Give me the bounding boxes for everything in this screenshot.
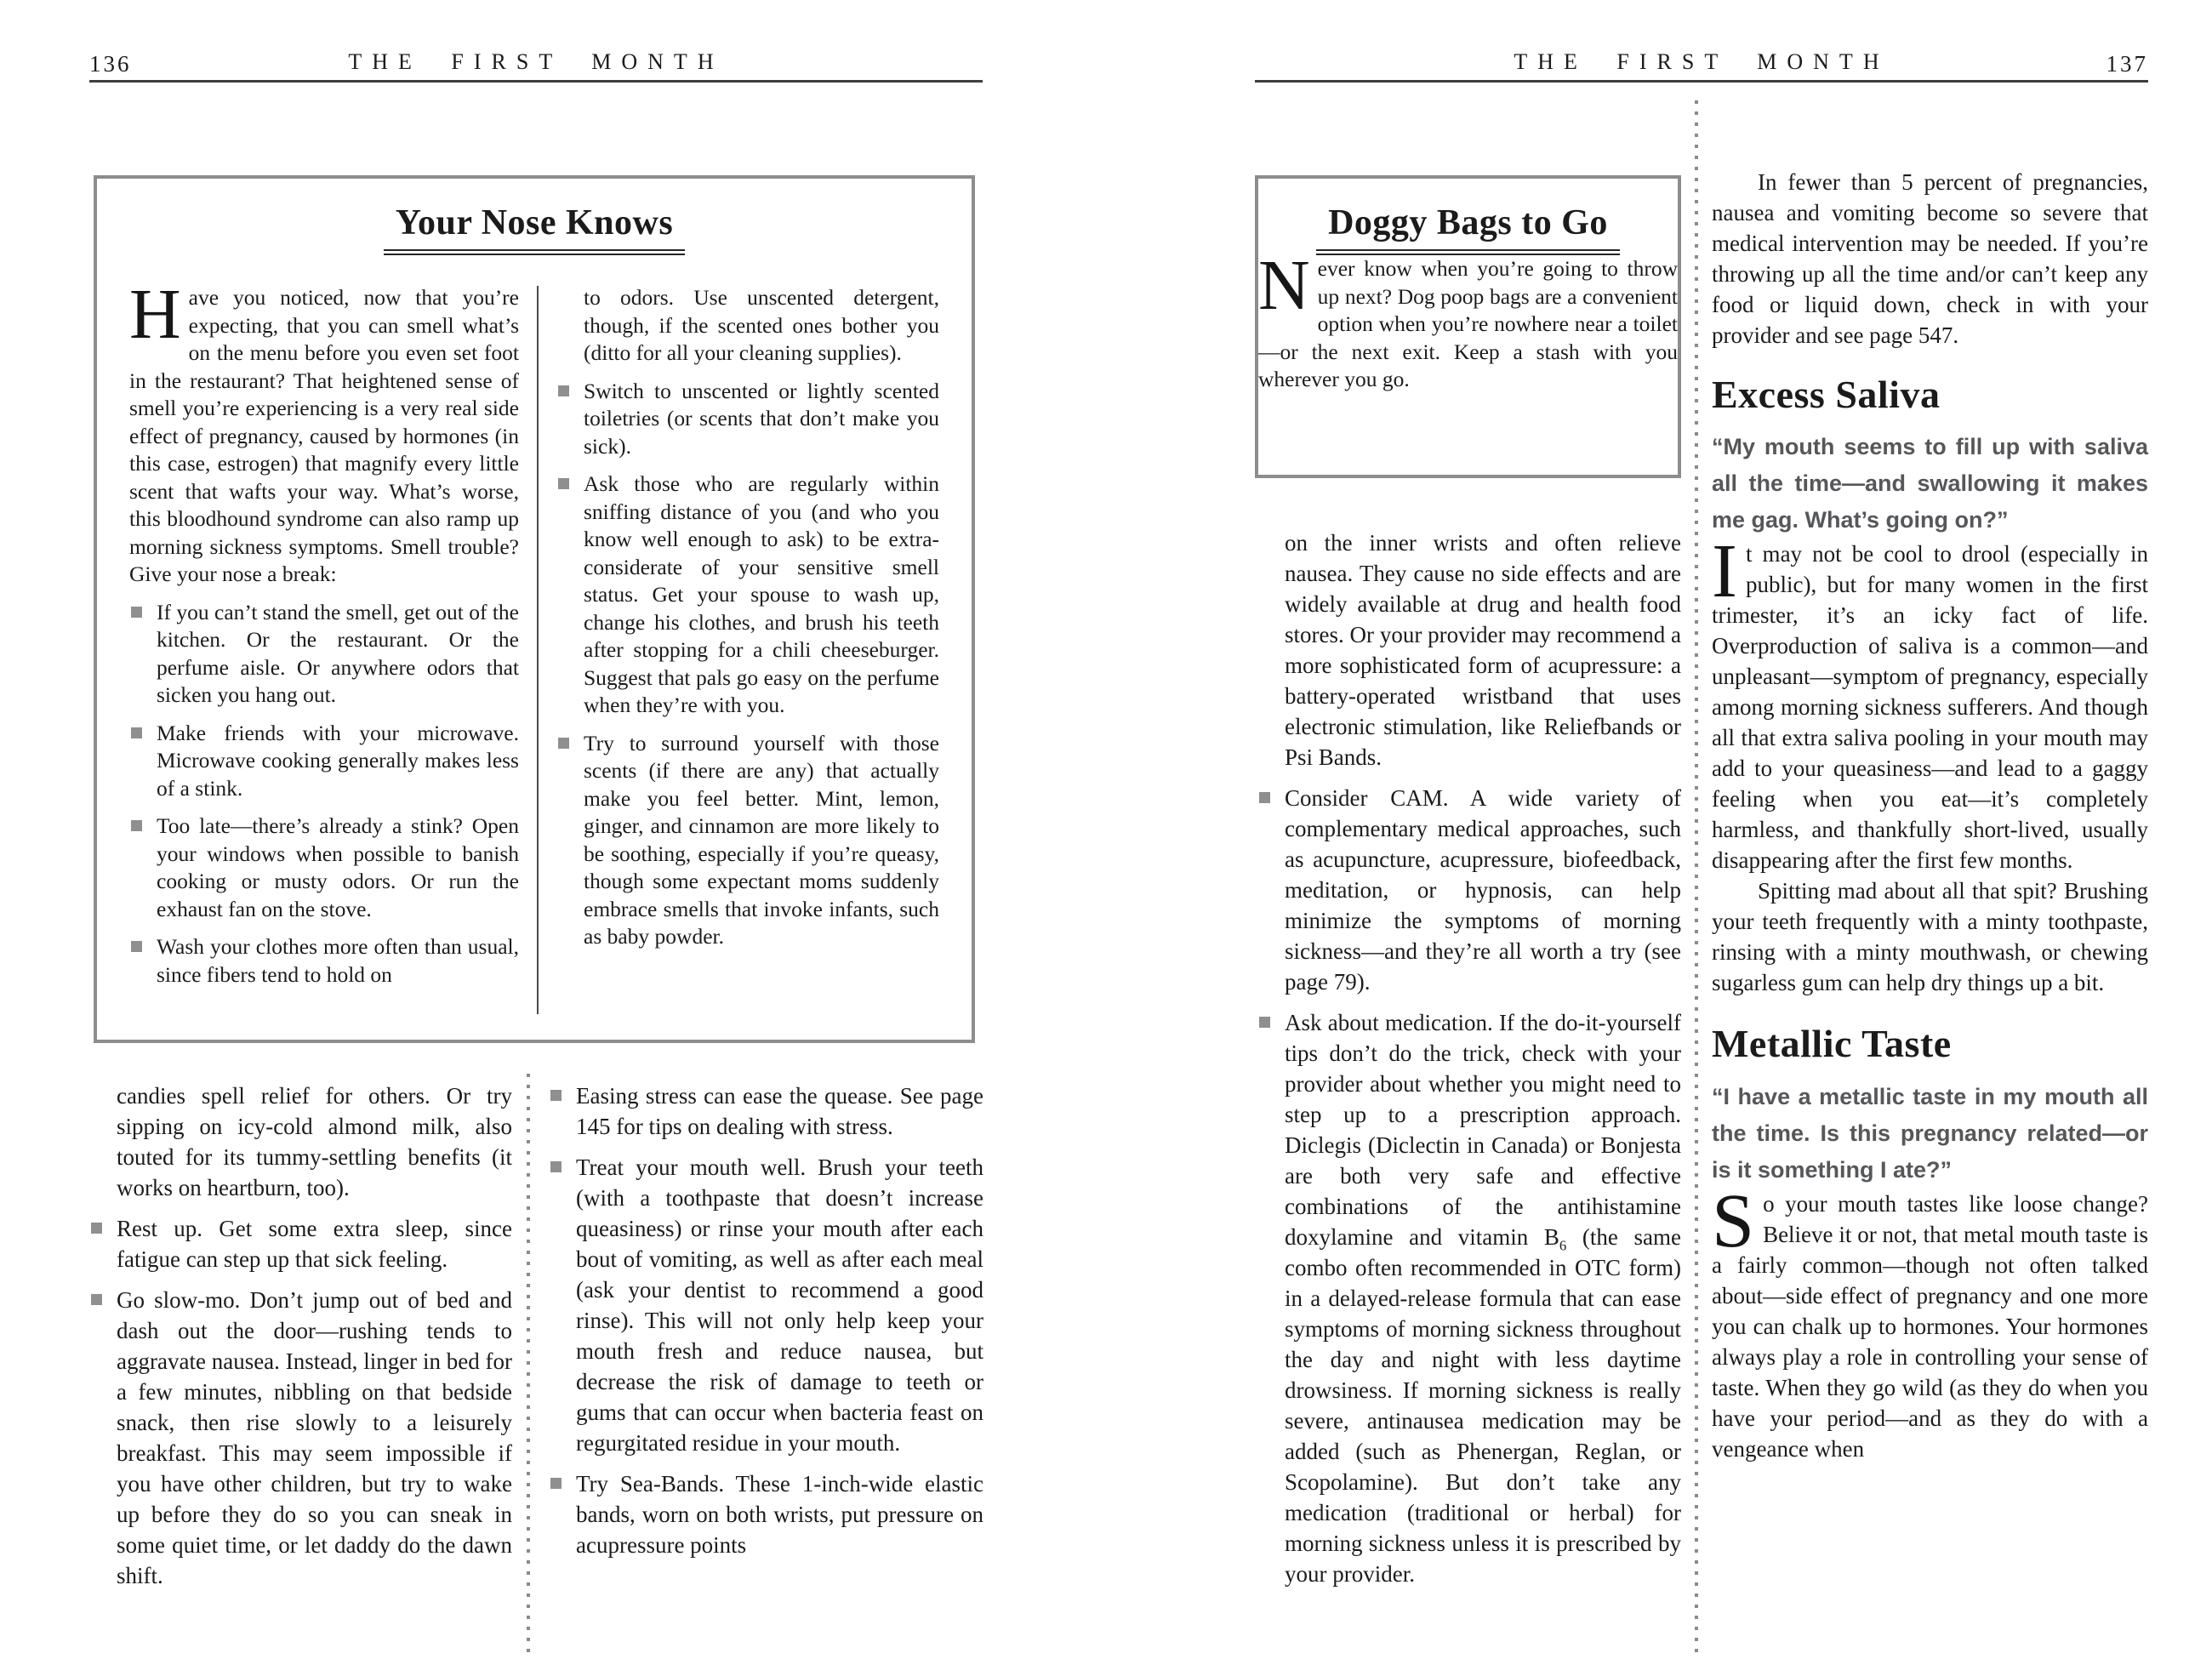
list-item	[129, 599, 519, 710]
bullet-text: Switch to unscented or lightly scented toiletries (or scents that don’t make you sick).	[584, 378, 939, 459]
drop-cap-h: H	[129, 275, 181, 354]
section-heading-excess-saliva: Excess Saliva	[1712, 373, 1941, 416]
list-item	[89, 1285, 512, 1591]
reader-question-quote: “My mouth seems to fill up with saliva all the time—and swallowing it makes me gag. What’s going on?”	[1712, 434, 2148, 533]
paragraph-text: to odors. Use unscented detergent, though, if the scented ones bother you (ditto for all your cleaning supplies).	[584, 285, 939, 365]
left-page-column-2	[549, 1080, 983, 1560]
bullet-text: Rest up. Get some extra sleep, since fatigue can step up that sick feeling.	[117, 1216, 512, 1272]
list-item	[556, 730, 939, 951]
section-body-paragraph	[1712, 875, 2148, 998]
bullet-text: Easing stress can ease the quease. See page 145 for tips on dealing with stress.	[576, 1083, 983, 1139]
bullet-square-icon	[131, 727, 142, 738]
your-nose-knows-box	[94, 175, 975, 1043]
right-page-header	[1255, 49, 2148, 83]
list-item	[556, 378, 939, 461]
doggy-bags-box	[1255, 175, 1681, 478]
continuation-paragraph	[89, 1080, 512, 1203]
box-column-1	[129, 275, 519, 1014]
section-body-paragraph	[1712, 529, 2148, 875]
bullet-square-icon	[550, 1161, 562, 1172]
bullet-text-part2: (the same combo often recommended in OTC form) in a delayed-release formula that can ease symptoms of morning sickness throughout the day and night with less daytime drowsiness. If morning sickness is really severe, antinausea medication may be added (such as Phenergan, Reglan, or Scopolamine). But don’t take any medication (traditional or herbal) for morning sickness unless it is prescribed by your provider.	[1285, 1224, 1681, 1587]
paragraph-text: ever know when you’re going to throw up next? Dog poop bags are a convenient option when you’re nowhere near a toilet—or the next exit. Keep a stash with you wherever you go.	[1258, 256, 1678, 392]
left-page-header	[89, 49, 983, 83]
bullet-text: Wash your clothes more often than usual, since fibers tend to hold on	[157, 934, 519, 987]
list-item	[549, 1080, 983, 1142]
list-item	[129, 720, 519, 803]
bullet-text: Make friends with your microwave. Microwave cooking generally makes less of a stink.	[157, 720, 519, 801]
right-page-column-1	[1257, 527, 1681, 1589]
list-item	[129, 933, 519, 989]
bullet-square-icon	[131, 820, 142, 831]
list-item	[1257, 783, 1681, 997]
paragraph-text: Spitting mad about all that spit? Brushing your teeth frequently with a minty toothpaste, rinsing with a minty mouthwash, or chewing sugarless gum can help dry things up a bit.	[1712, 878, 2148, 996]
bullet-text: Try to surround yourself with those scents (if there are any) that actually make you feel better. Mint, lemon, ginger, and cinnamon are more likely to be soothing, especially if you’re queasy, though some expectant moms suddenly embrace smells that invoke infants, such as baby powder.	[584, 730, 939, 949]
drop-cap-n: N	[1258, 246, 1310, 326]
bullet-square-icon	[91, 1223, 102, 1234]
bullet-text: Treat your mouth well. Brush your teeth (with a toothpaste that doesn’t increase queasiness) or rinse your mouth after each bout of vomiting, as well as after each meal (ask your dentist to recommend a good rinse). This will not only help keep your mouth fresh and reduce nausea, but decrease the risk of damage to teeth or gums that can occur when bacteria feast on regurgitated residue in your mouth.	[576, 1154, 983, 1456]
bullet-text: If you can’t stand the smell, get out of the kitchen. Or the restaurant. Or the perfume aisle. Or anywhere odors that sicken you hang out.	[157, 599, 519, 707]
box-title: Doggy Bags to Go	[1316, 204, 1620, 255]
paragraph-text: t may not be cool to drool (especially in public), but for many women in the first trimester, it’s an icky fact of life. Overproduction of saliva is a common—and unpleasant—symptom of pregnancy, especially among morning sickness sufferers. And though all that extra saliva pooling in your mouth may add to your queasiness—and lead to a gaggy feeling when you eat—it’s completely harmless, and thankfully short-lived, usually disappearing after the first few months.	[1712, 541, 2148, 874]
box-title-row	[97, 204, 972, 255]
section-body-paragraph	[1712, 1178, 2148, 1464]
bullet-text: Ask those who are regularly within sniffing distance of you (and who you know well enough to ask) to be extra-considerate of your sensitive smell status. Get your spouse to wash up, change his clothes, and brush his teeth after stopping for a chili cheeseburger. Suggest that pals go easy on the perfume when they’re with you.	[584, 471, 939, 717]
paragraph-text: In fewer than 5 percent of pregnancies, nausea and vomiting become so severe that medical intervention may be needed. If you’re throwing up all the time and/or can’t keep any food or liquid down, check in with your provider and see page 547.	[1712, 169, 2148, 348]
list-item	[556, 470, 939, 720]
bullet-square-icon	[550, 1090, 562, 1101]
list-item	[129, 812, 519, 923]
bullet-square-icon	[558, 738, 569, 749]
page-number-right: 137	[2106, 51, 2148, 77]
bullet-square-icon	[558, 478, 569, 489]
box-body-paragraph	[1258, 246, 1678, 394]
bullet-text: Go slow-mo. Don’t jump out of bed and dash out the door—rushing tends to aggravate nausea. Instead, linger in bed for a few minutes, nibbling on that bedside snack, then rise slowly to a leisurely breakfast. This may seem impossible if you have other children, but try to wake up before they do so you can sneak in some quiet time, or let daddy do the dawn shift.	[117, 1287, 512, 1588]
bullet-square-icon	[91, 1294, 102, 1305]
continuation-paragraph	[556, 284, 939, 368]
paragraph-text: ave you noticed, now that you’re expecting, that you can smell what’s on the menu before you even set foot in the restaurant? That heightened sense of smell you’re experiencing is a very real side effect of pregnancy, caused by hormones (in this case, estrogen) that magnify every little scent that wafts your way. What’s worse, this bloodhound syndrome can also ramp up morning sickness symptoms. Smell trouble? Give your nose a break:	[129, 285, 519, 586]
bullet-square-icon	[550, 1478, 562, 1489]
box-intro-paragraph	[129, 275, 519, 589]
bullet-square-icon	[558, 385, 569, 396]
running-head-right: THE FIRST MONTH	[1514, 49, 1890, 74]
list-item	[549, 1468, 983, 1560]
section-heading-metallic-taste: Metallic Taste	[1712, 1022, 1952, 1066]
bullet-text: Too late—there’s already a stink? Open your windows when possible to banish cooking or musty odors. Or run the exhaust fan on the stove.	[157, 813, 519, 921]
box-column-divider	[537, 286, 539, 1014]
intro-paragraph	[1712, 167, 2148, 351]
list-item	[1257, 1007, 1681, 1589]
bullet-square-icon	[1259, 792, 1270, 803]
continuation-paragraph	[1257, 527, 1681, 772]
box-title-row	[1258, 204, 1678, 255]
list-item	[89, 1213, 512, 1274]
bullet-square-icon	[131, 941, 142, 952]
bullet-text: Try Sea-Bands. These 1-inch-wide elastic bands, worn on both wrists, put pressure on acupressure points	[576, 1471, 983, 1558]
bullet-text: Consider CAM. A wide variety of complementary medical approaches, such as acupuncture, acupressure, biofeedback, meditation, or hypnosis, can help minimize the symptoms of morning sickness—and they’re all worth a try (see page 79).	[1285, 785, 1681, 995]
bullet-square-icon	[1259, 1017, 1270, 1028]
bullet-text-part1: Ask about medication. If the do-it-yourself tips don’t do the trick, check with your provider about whether you might need to step up to a prescription approach. Diclegis (Diclectin in Canada) or Bonjesta are both very safe and effective combinations of the antihistamine doxylamine and vitamin B	[1285, 1010, 1681, 1250]
vitamin-b6-subscript: 6	[1559, 1237, 1567, 1254]
column-dotted-divider-right-page	[1695, 100, 1698, 1654]
box-title: Your Nose Knows	[384, 204, 685, 255]
drop-cap-s: S	[1712, 1178, 1755, 1263]
drop-cap-i: I	[1712, 529, 1737, 614]
paragraph-text: o your mouth tastes like loose change? Believe it or not, that metal mouth taste is a fairly common—though not often talked about—side effect of pregnancy and one more you can chalk up to hormones. Your hormones always play a role in controlling your sense of taste. When they go wild (as they do when you have your period—and as they do with a vengeance when	[1712, 1190, 2148, 1462]
left-page-column-1	[89, 1080, 512, 1591]
page-number-left: 136	[89, 51, 132, 77]
right-page-column-2	[1712, 167, 2148, 1464]
reader-question-quote: “I have a metallic taste in my mouth all the time. Is this pregnancy related—or is it something I ate?”	[1712, 1083, 2148, 1183]
list-item	[549, 1152, 983, 1458]
column-dotted-divider-left-page	[527, 1074, 530, 1654]
box-column-2	[556, 284, 939, 1014]
bullet-square-icon	[131, 607, 142, 618]
paragraph-text: candies spell relief for others. Or try sipping on icy-cold almond milk, also touted for its tummy-settling benefits (it works on heartburn, too).	[117, 1083, 512, 1200]
running-head-left: THE FIRST MONTH	[348, 49, 724, 74]
paragraph-text: on the inner wrists and often relieve nausea. They cause no side effects and are widely available at drug and health food stores. Or your provider may recommend a more sophisticated form of acupressure: a battery-operated wristband that uses electronic stimulation, like Reliefbands or Psi Bands.	[1285, 530, 1681, 770]
box-columns	[129, 275, 939, 1014]
